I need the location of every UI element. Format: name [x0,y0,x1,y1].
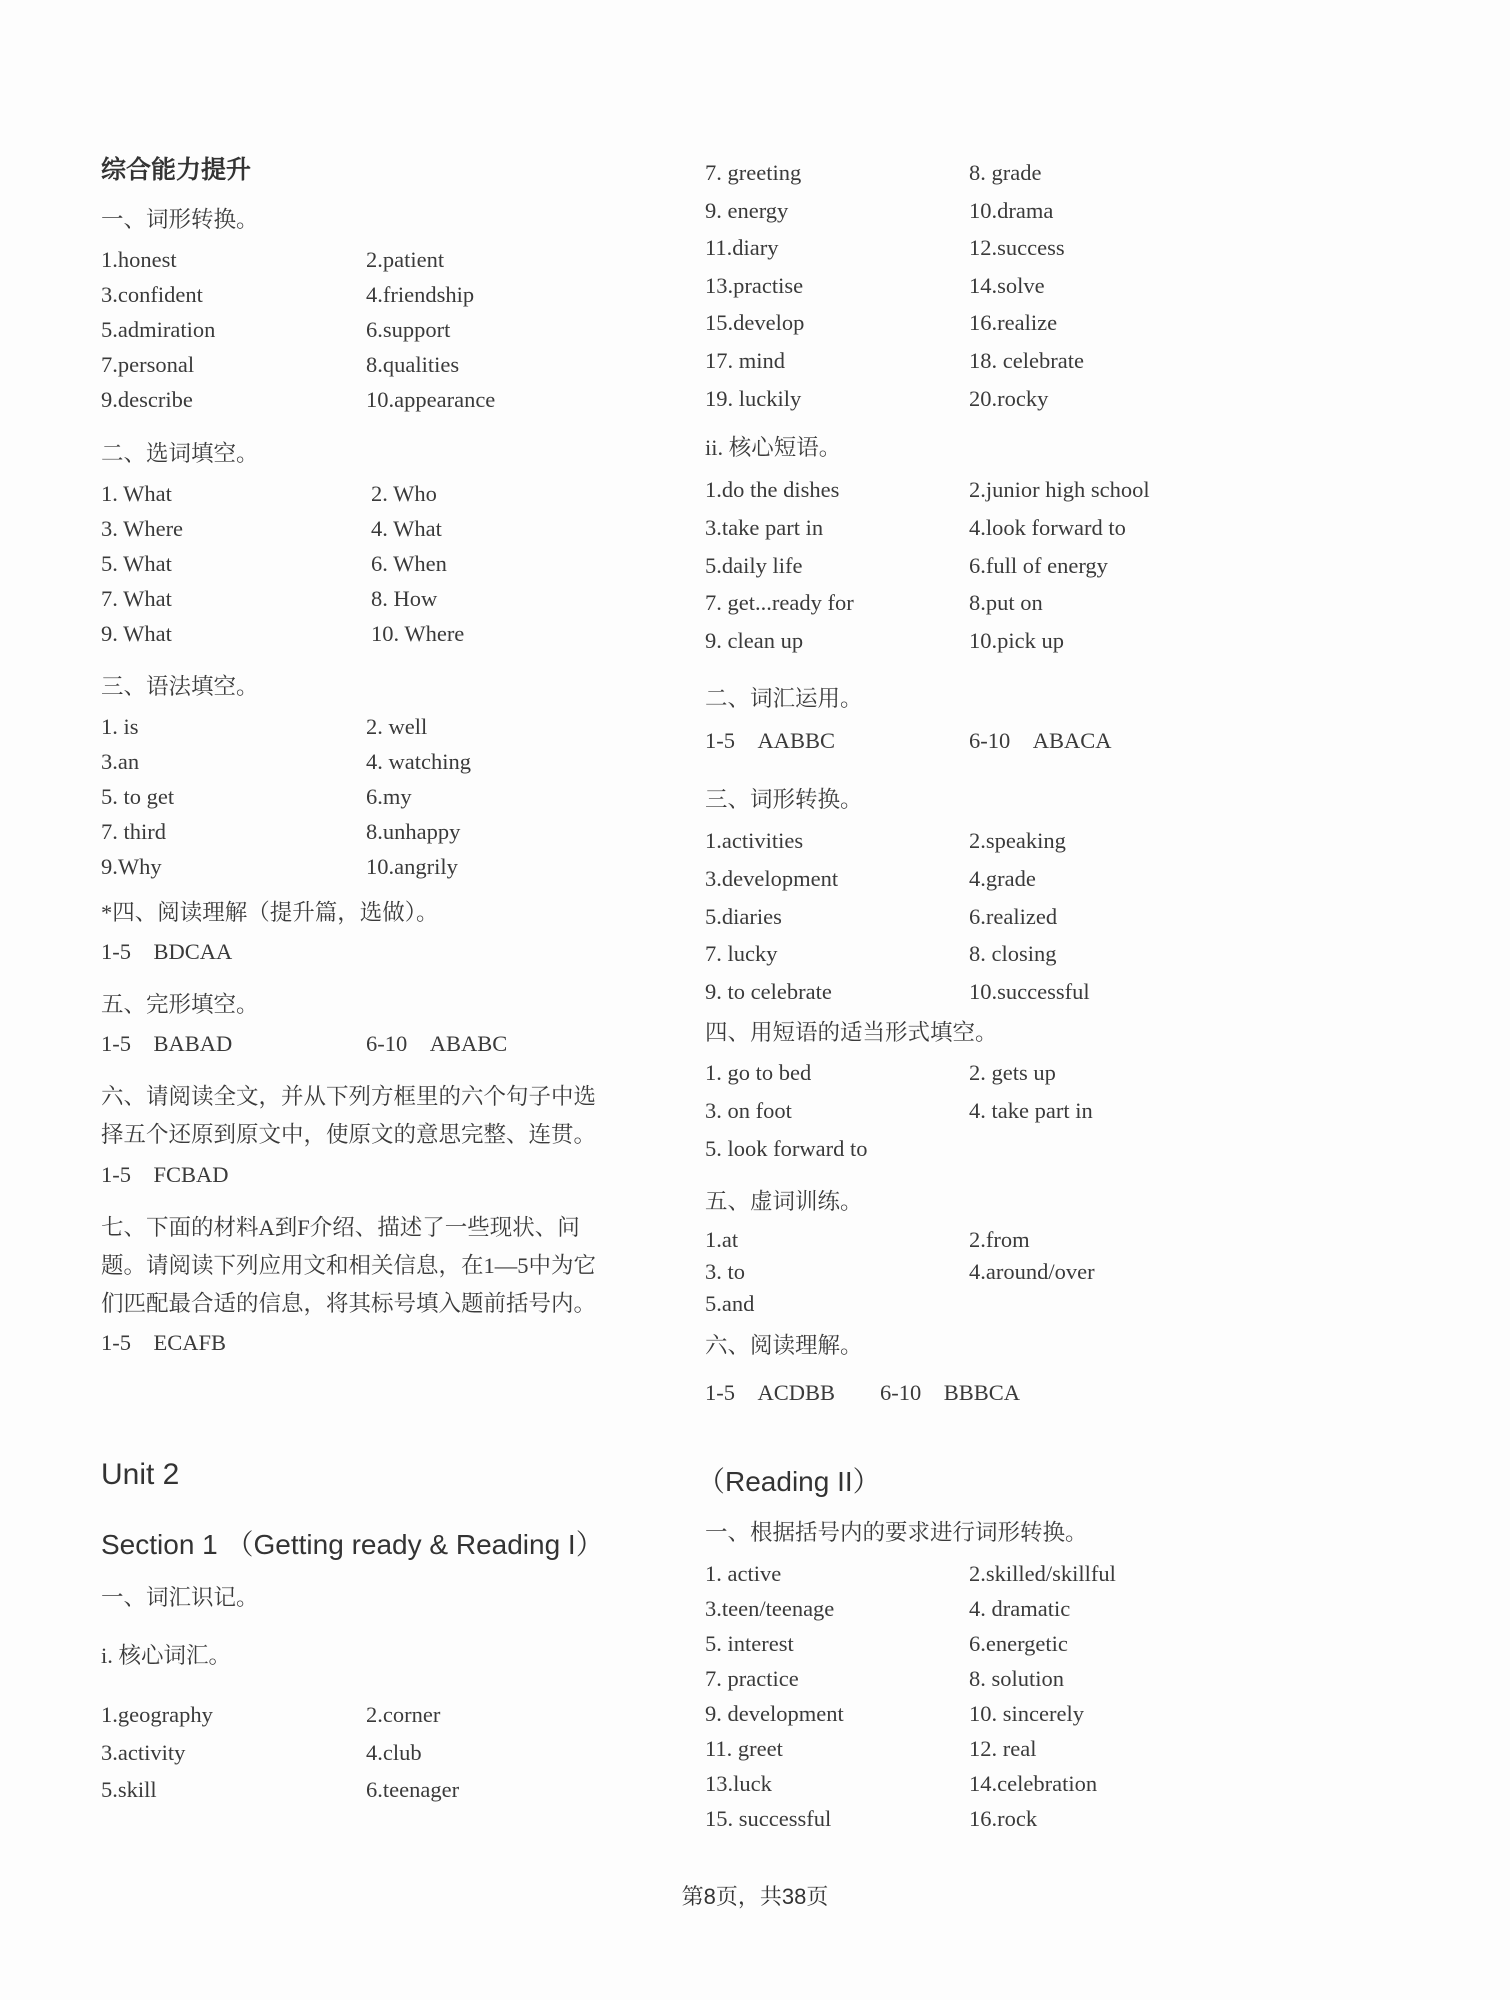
answer-row [705,1598,1265,1622]
list-item: 2.skilled/skillful [969,1561,1116,1586]
list-item: 3. on foot [705,1098,792,1123]
list-item: 12.success [969,235,1065,261]
heading: 一、词汇识记。 [101,1585,259,1610]
list-item: 2.corner [366,1702,441,1727]
answer-row [705,943,1265,967]
list-item: 8.qualities [366,352,460,377]
list-item: 3.teen/teenage [705,1596,835,1621]
list-item: 1.honest [101,247,177,272]
answer-row [101,483,661,507]
list-item: 7. third [101,819,166,844]
heading: ii. 核心短语。 [705,435,842,460]
list-item: 4.grade [969,865,1036,891]
heading: 二、词汇运用。 [705,686,863,711]
instruction-text: 六、请阅读全文，并从下列方框里的六个句子中选 [101,1084,597,1109]
answer-row [705,981,1265,1005]
answer-row [101,518,661,542]
list-item: 7.personal [101,352,195,377]
answer: 1-5 BABAD [101,1031,233,1056]
instruction-text: 们匹配最合适的信息，将其标号填入题前括号内。 [101,1291,597,1316]
list-item: 10.drama [969,197,1054,223]
answer-row [101,284,661,308]
answer: 1-5 ACDBB 6-10 BBBCA [705,1380,1021,1405]
answer-row [705,272,1265,299]
list-item: 1.at [705,1227,739,1252]
list-item: 8.put on [969,590,1043,616]
list-item: 10.pick up [969,628,1064,654]
heading: 六、阅读理解。 [705,1333,863,1358]
list-item: 5. interest [705,1631,794,1656]
answer-row [705,730,1265,754]
answer-row [101,786,661,810]
list-item: 2.junior high school [969,477,1150,502]
answer-row [705,1773,1265,1797]
list-item: 5.and [705,1291,755,1316]
list-item: 7. practice [705,1666,799,1691]
section-title: （Reading II） [697,1466,881,1497]
list-item: 2. Who [371,481,437,506]
list-item: 9. What [101,621,172,646]
heading: 五、虚词训练。 [705,1189,863,1214]
list-item: 15.develop [705,310,805,336]
answer-row [101,354,661,378]
answer-row [705,162,1265,186]
answer-row [705,1229,1265,1253]
list-item: 3.an [101,749,140,774]
list-item: 6.teenager [366,1777,460,1802]
answer: 1-5 FCBAD [101,1162,229,1187]
list-item: 14.celebration [969,1771,1098,1796]
answer-row [101,1739,661,1766]
list-item: 2.speaking [969,828,1066,853]
section-title: Section 1 （Getting ready & Reading I） [101,1529,604,1560]
answer: 1-5 ECAFB [101,1330,227,1355]
answer-row [101,319,661,343]
list-item: 17. mind [705,348,786,373]
list-item: 6.my [366,784,412,809]
list-item: 9.describe [101,387,193,412]
heading: i. 核心词汇。 [101,1643,232,1668]
answer-row [705,350,1265,374]
list-item: 5.daily life [705,552,803,578]
answer-row [705,514,1265,541]
instruction-text: 择五个还原到原文中，使原文的意思完整、连贯。 [101,1122,597,1147]
list-item: 4.around/over [969,1259,1095,1284]
answer-row [705,865,1265,892]
answer-row [101,623,661,647]
answer-row [705,592,1265,616]
page-footer: 第8页，共38页 [681,1884,829,1909]
list-item: 4.club [366,1739,422,1765]
answer-row [705,1668,1265,1692]
list-item: 8. closing [969,941,1057,967]
answer-row [101,856,661,880]
list-item: 7. greeting [705,160,802,185]
heading: 三、词形转换。 [705,787,863,812]
answer: 1-5 AABBC [705,728,836,753]
answer-row [705,1563,1265,1587]
list-item: 1.geography [101,1702,213,1727]
list-item: 3. to [705,1259,746,1284]
list-item: 10.appearance [366,387,496,412]
list-item: 5.admiration [101,317,216,342]
list-item: 8.unhappy [366,819,461,844]
list-item: 9. to celebrate [705,979,832,1005]
list-item: 4. dramatic [969,1596,1071,1621]
list-item: 11.diary [705,235,779,261]
list-item: 5. to get [101,784,175,809]
list-item: 13.practise [705,272,804,298]
answer-row [705,385,1265,412]
list-item: 6.support [366,317,451,342]
list-item: 6.energetic [969,1631,1068,1656]
list-item: 7. get...ready for [705,590,854,616]
answer-row [705,1062,1265,1086]
list-item: 8. How [371,586,438,611]
heading: 一、根据括号内的要求进行词形转换。 [705,1520,1088,1545]
list-item: 1.do the dishes [705,477,840,502]
answer-row [705,197,1265,224]
list-item: 8. grade [969,160,1042,185]
list-item: 1.activities [705,828,804,853]
answer-row [705,552,1265,579]
answer-row [705,1738,1265,1762]
heading: 五、完形填空。 [101,992,259,1017]
list-item: 9.Why [101,854,162,879]
list-item: 4.look forward to [969,514,1126,540]
answer-row [705,1100,1265,1124]
list-item: 10.angrily [366,854,458,879]
answer-row [101,249,661,273]
answer-row [101,1779,661,1803]
heading: 四、用短语的适当形式填空。 [705,1020,998,1045]
answer-row [705,479,1265,503]
list-item: 18. celebrate [969,348,1084,373]
answer-row [705,1808,1265,1832]
answer-row [101,821,661,845]
list-item: 1. go to bed [705,1060,812,1085]
answer-row [101,389,661,413]
list-item: 8. solution [969,1666,1065,1691]
answer-row [101,588,661,612]
list-item: 2. well [366,714,428,739]
answer-row [705,237,1265,261]
list-item: 3.activity [101,1739,186,1765]
unit-title: Unit 2 [101,1458,180,1491]
list-item: 15. successful [705,1806,832,1831]
list-item: 19. luckily [705,385,802,411]
list-item: 9. clean up [705,628,804,654]
list-item: 4. watching [366,749,471,774]
answer-row [705,1261,1265,1285]
list-item: 20.rocky [969,385,1049,411]
list-item: 1. active [705,1561,782,1586]
list-item: 3.confident [101,282,203,307]
list-item: 7. What [101,586,172,611]
answer: 1-5 BDCAA [101,939,233,964]
answer-row [101,553,661,577]
list-item: 11. greet [705,1736,783,1761]
heading: 一、词形转换。 [101,207,259,232]
list-item: 16.rock [969,1806,1038,1831]
instruction-text: 七、下面的材料A到F介绍、描述了一些现状、问 [101,1215,580,1240]
list-item: 10. Where [371,621,465,646]
list-item: 6. When [371,551,447,576]
answer-row [101,716,661,740]
list-item: 10. sincerely [969,1701,1084,1726]
list-item: 5. What [101,551,172,576]
list-item: 13.luck [705,1771,772,1796]
list-item: 3.development [705,865,839,891]
list-item: 12. real [969,1736,1037,1761]
answer: 6-10 ABABC [366,1031,508,1056]
answer-row [705,630,1265,654]
list-item: 2.from [969,1227,1030,1252]
list-item: 5. look forward to [705,1136,868,1161]
list-item: 7. lucky [705,941,778,967]
heading: 二、选词填空。 [101,441,259,466]
list-item: 1. What [101,481,172,506]
answer-row [101,1033,661,1057]
heading: *四、阅读理解（提升篇，选做）。 [101,900,439,925]
list-item: 2.patient [366,247,445,272]
list-item: 3.take part in [705,514,824,540]
answer-row [705,1703,1265,1727]
list-item: 14.solve [969,272,1045,298]
list-item: 6.full of energy [969,552,1108,578]
list-item: 4. What [371,516,442,541]
answer: 6-10 ABACA [969,728,1112,753]
section-title: 综合能力提升 [101,156,252,184]
answer-row [705,830,1265,854]
list-item: 2. gets up [969,1060,1056,1085]
instruction-text: 题。请阅读下列应用文和相关信息，在1—5中为它 [101,1253,597,1278]
list-item: 9. development [705,1701,844,1726]
answer-row [705,312,1265,336]
list-item: 4. take part in [969,1098,1093,1123]
list-item: 4.friendship [366,282,475,307]
list-item: 6.realized [969,903,1058,929]
answer-row [101,1704,661,1728]
list-item: 10.successful [969,979,1090,1005]
answer-row [101,751,661,775]
list-item: 5.skill [101,1777,157,1802]
list-item: 1. is [101,714,139,739]
list-item: 9. energy [705,197,789,223]
list-item: 3. Where [101,516,184,541]
answer-row [705,903,1265,930]
answer-row [705,1633,1265,1657]
list-item: 16.realize [969,310,1058,336]
list-item: 5.diaries [705,903,782,929]
heading: 三、语法填空。 [101,674,259,699]
